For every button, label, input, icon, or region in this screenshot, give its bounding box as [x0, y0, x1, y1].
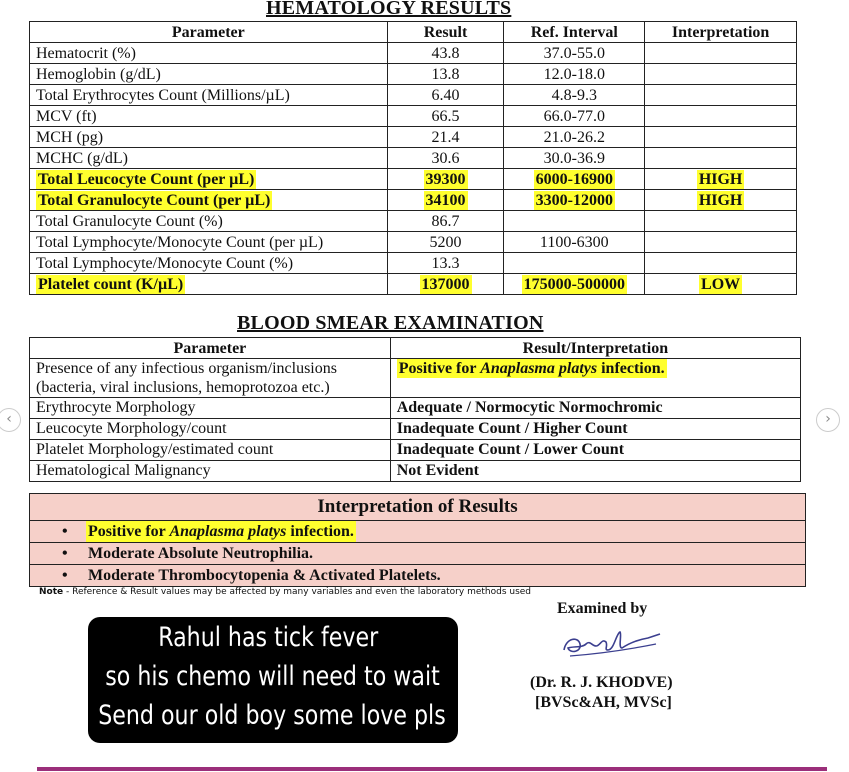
hematology-row	[30, 232, 797, 253]
cell-parameter-text: Total Granulocyte Count (per µL)	[38, 191, 271, 209]
cell-parameter	[30, 232, 388, 253]
cell-parameter-text: MCH (pg)	[36, 128, 104, 146]
cell-parameter-text: Platelet count (K/µL)	[38, 275, 184, 293]
cell-parameter-text: MCHC (g/dL)	[36, 149, 128, 167]
hematology-title: HEMATOLOGY RESULTS	[266, 0, 512, 19]
cell-parameter	[30, 253, 388, 274]
cell-result	[387, 211, 504, 232]
smear-parameter-text: Leucocyte Morphology/count	[36, 420, 227, 437]
hematology-row	[30, 43, 797, 64]
header-ref-interval: Ref. Interval	[504, 22, 645, 43]
cell-interpretation	[645, 85, 797, 106]
cell-parameter-text: Total Granulocyte Count (%)	[36, 212, 223, 230]
cell-result	[387, 43, 504, 64]
cell-ref-interval-text: 4.8-9.3	[551, 86, 597, 104]
hematology-row	[30, 64, 797, 85]
cell-interpretation	[645, 169, 797, 190]
smear-title: BLOOD SMEAR EXAMINATION	[237, 312, 544, 334]
examiner-degree: [BVSc&AH, MVSc]	[535, 694, 672, 711]
cell-ref-interval	[504, 169, 645, 190]
cell-result	[387, 127, 504, 148]
cell-parameter-text: Total Erythrocytes Count (Millions/µL)	[36, 86, 290, 104]
smear-parameter-text-2: (bacteria, viral inclusions, hemoprotozoa etc.)	[36, 379, 330, 396]
cell-interpretation	[645, 106, 797, 127]
smear-row	[30, 440, 801, 461]
cell-result-text: 66.5	[431, 107, 460, 125]
cell-ref-interval-text: 6000-16900	[535, 170, 613, 188]
smear-row	[30, 461, 801, 482]
smear-cell-parameter	[30, 359, 391, 398]
smear-cell-result	[390, 398, 800, 419]
smear-result-pre: Inadequate Count / Lower Count	[396, 441, 625, 458]
cell-result-text: 21.4	[431, 128, 460, 146]
cell-ref-interval	[504, 64, 645, 85]
cell-parameter	[30, 148, 388, 169]
smear-table	[29, 337, 801, 482]
cell-parameter	[30, 64, 388, 85]
cell-ref-interval	[504, 43, 645, 64]
interpretation-item-2	[30, 543, 805, 565]
cell-result	[387, 190, 504, 211]
smear-cell-parameter	[30, 419, 391, 440]
cell-ref-interval	[504, 190, 645, 211]
smear-header-parameter: Parameter	[30, 338, 391, 359]
interpretation-item-1-organism: Anaplasma platys	[169, 523, 287, 540]
smear-result-pre: Not Evident	[396, 462, 479, 479]
interpretation-item-1-post: infection.	[286, 523, 354, 540]
cell-interpretation	[645, 211, 797, 232]
note-label: Note	[39, 587, 64, 597]
interpretation-item-3-text: Moderate Thrombocytopenia & Activated Platelets.	[88, 567, 441, 584]
smear-cell-result	[390, 440, 800, 461]
cell-result	[387, 64, 504, 85]
cell-result-text: 137000	[421, 275, 470, 293]
cell-ref-interval-text: 66.0-77.0	[543, 107, 605, 125]
cell-parameter	[30, 169, 388, 190]
smear-parameter-text: Hematological Malignancy	[36, 462, 211, 479]
hematology-row	[30, 106, 797, 127]
chevron-left-icon[interactable]: ‹	[0, 408, 21, 432]
header-parameter: Parameter	[30, 22, 388, 43]
cell-interpretation	[645, 190, 797, 211]
interpretation-item-1-pre: Positive for	[88, 523, 170, 540]
cell-ref-interval-text: 30.0-36.9	[543, 149, 605, 167]
cell-ref-interval	[504, 253, 645, 274]
cell-interpretation	[645, 253, 797, 274]
interpretation-item-2-text: Moderate Absolute Neutrophilia.	[88, 545, 314, 562]
cell-ref-interval	[504, 211, 645, 232]
sticker-line-2: so his chemo will need to wait	[97, 659, 448, 695]
cell-parameter	[30, 274, 388, 295]
smear-cell-result	[390, 419, 800, 440]
cell-parameter	[30, 43, 388, 64]
hematology-row	[30, 190, 797, 211]
smear-row	[30, 419, 801, 440]
cell-result-text: 6.40	[431, 86, 460, 104]
note	[39, 587, 531, 597]
smear-header-row	[30, 338, 801, 359]
smear-parameter-text: Presence of any infectious organism/inclusions	[36, 360, 337, 377]
signature	[556, 620, 668, 662]
cell-parameter	[30, 211, 388, 232]
hematology-table	[29, 21, 797, 295]
smear-result-text	[397, 420, 628, 437]
smear-result-pre: Inadequate Count / Higher Count	[396, 420, 628, 437]
cell-parameter	[30, 85, 388, 106]
cell-interpretation-text: HIGH	[698, 170, 743, 188]
cell-ref-interval	[504, 232, 645, 253]
chevron-right-icon[interactable]: ›	[816, 408, 840, 432]
smear-cell-result	[390, 359, 800, 398]
hematology-row	[30, 127, 797, 148]
cell-ref-interval-text: 175000-500000	[523, 275, 625, 293]
cell-ref-interval-text: 1100-6300	[539, 233, 609, 251]
cell-interpretation	[645, 274, 797, 295]
smear-result-pre: Positive for	[398, 360, 481, 377]
cell-parameter	[30, 190, 388, 211]
hematology-row	[30, 274, 797, 295]
cell-parameter-text: Total Leucocyte Count (per µL)	[38, 170, 255, 188]
sticker-line-1: Rahul has tick fever	[150, 620, 386, 656]
smear-result-text	[397, 359, 667, 378]
smear-row	[30, 359, 801, 398]
cell-ref-interval-text: 12.0-18.0	[543, 65, 605, 83]
cell-result-text: 13.3	[431, 254, 460, 272]
hematology-row	[30, 211, 797, 232]
smear-result-text	[397, 399, 663, 416]
bullet-icon: •	[62, 523, 68, 540]
cell-result-text: 5200	[429, 233, 462, 251]
note-text: - Reference & Result values may be affected by many variables and even the laboratory methods used	[63, 587, 532, 597]
cell-result	[387, 232, 504, 253]
cell-result-text: 34100	[425, 191, 466, 209]
interpretation-box	[29, 493, 806, 587]
bullet-icon: •	[62, 545, 68, 562]
cell-parameter-text: MCV (ft)	[36, 107, 97, 125]
hematology-row	[30, 85, 797, 106]
interpretation-title: Interpretation of Results	[30, 494, 805, 521]
cell-ref-interval	[504, 85, 645, 106]
cell-parameter-text: Total Lymphocyte/Monocyte Count (%)	[36, 254, 294, 272]
cell-parameter	[30, 127, 388, 148]
header-result: Result	[387, 22, 504, 43]
smear-parameter-text: Erythrocyte Morphology	[36, 399, 196, 416]
smear-result-organism: Anaplasma platys	[480, 360, 598, 377]
interpretation-item-1-highlight	[86, 521, 356, 542]
cell-result	[387, 274, 504, 295]
smear-cell-parameter	[30, 398, 391, 419]
smear-result-post: infection.	[597, 360, 665, 377]
smear-cell-parameter	[30, 461, 391, 482]
smear-cell-result	[390, 461, 800, 482]
cell-interpretation-text: HIGH	[698, 191, 743, 209]
hematology-row	[30, 253, 797, 274]
cell-interpretation	[645, 232, 797, 253]
cell-result-text: 30.6	[431, 149, 460, 167]
cell-interpretation-text: LOW	[701, 275, 741, 293]
cell-result-text: 86.7	[431, 212, 460, 230]
hematology-row	[30, 148, 797, 169]
cell-interpretation	[645, 43, 797, 64]
smear-parameter-text: Platelet Morphology/estimated count	[36, 441, 274, 458]
header-interpretation: Interpretation	[645, 22, 797, 43]
cell-ref-interval	[504, 274, 645, 295]
smear-result-text	[397, 462, 479, 479]
cell-result	[387, 148, 504, 169]
hematology-row	[30, 169, 797, 190]
cell-interpretation	[645, 64, 797, 85]
cell-interpretation	[645, 148, 797, 169]
cell-result	[387, 85, 504, 106]
smear-header-result: Result/Interpretation	[390, 338, 800, 359]
bullet-icon: •	[62, 567, 68, 584]
cell-result	[387, 253, 504, 274]
smear-result-text	[397, 441, 624, 458]
cell-ref-interval-text: 3300-12000	[535, 191, 613, 209]
sticker-line-3: Send our old boy some love pls	[90, 698, 454, 734]
cell-ref-interval	[504, 106, 645, 127]
cell-result	[387, 106, 504, 127]
cell-parameter-text: Hemoglobin (g/dL)	[36, 65, 161, 83]
examiner-name: (Dr. R. J. KHODVE)	[530, 674, 673, 691]
cell-ref-interval	[504, 148, 645, 169]
footer-line	[37, 767, 827, 771]
cell-parameter	[30, 106, 388, 127]
interpretation-item-1	[30, 521, 805, 543]
cell-ref-interval-text: 37.0-55.0	[543, 44, 605, 62]
cell-ref-interval-text: 21.0-26.2	[543, 128, 605, 146]
cell-result-text: 13.8	[431, 65, 460, 83]
smear-cell-parameter	[30, 440, 391, 461]
cell-ref-interval	[504, 127, 645, 148]
interpretation-item-3	[30, 565, 805, 586]
hematology-header-row	[30, 22, 797, 43]
cell-result-text: 39300	[425, 170, 466, 188]
cell-parameter-text: Total Lymphocyte/Monocyte Count (per µL)	[36, 233, 324, 251]
smear-row	[30, 398, 801, 419]
examined-by-heading: Examined by	[557, 600, 648, 617]
cell-result	[387, 169, 504, 190]
cell-interpretation	[645, 127, 797, 148]
cell-result-text: 43.8	[431, 44, 460, 62]
cell-parameter-text: Hematocrit (%)	[36, 44, 136, 62]
smear-result-pre: Adequate / Normocytic Normochromic	[396, 399, 663, 416]
